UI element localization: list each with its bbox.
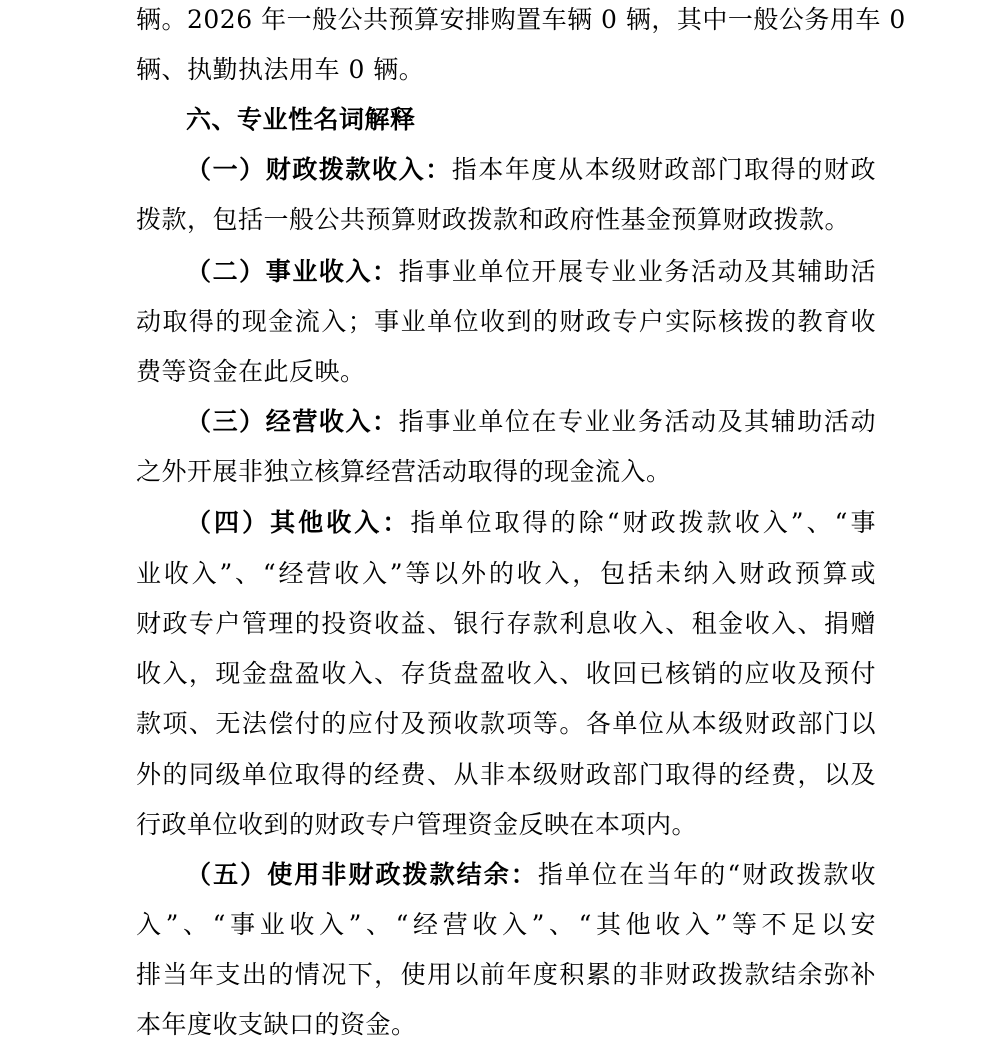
paragraph-line: 之外开展非独立核算经营活动取得的现金流入。	[136, 457, 672, 486]
definition-first-line	[186, 505, 876, 541]
paragraph-line: 财政专户管理的投资收益、银行存款利息收入、租金收入、捐赠	[136, 609, 876, 638]
definition-term: （一）财政拨款收入：	[186, 155, 452, 184]
definition-first-line	[186, 404, 876, 440]
definition-term: （三）经营收入：	[186, 407, 399, 436]
definition-term: （二）事业收入：	[186, 257, 399, 286]
definition-first-line	[186, 152, 876, 188]
paragraph-line: 辆、执勤执法用车 0 辆。	[136, 55, 425, 84]
definition-term: （五）使用非财政拨款结余：	[186, 860, 538, 889]
definition-text: 指单位在当年的“财政拨款收	[537, 860, 876, 889]
definition-text: 指单位取得的除“财政拨款收入”、“事	[410, 508, 876, 537]
paragraph-line: 外的同级单位取得的经费、从非本级财政部门取得的经费，以及	[136, 760, 876, 789]
definition-first-line	[186, 857, 876, 893]
paragraph-line: 费等资金在此反映。	[136, 357, 366, 386]
section-heading: 六、专业性名词解释	[186, 105, 416, 134]
paragraph-line: 本年度收支缺口的资金。	[136, 1010, 417, 1039]
paragraph-line: 收入，现金盘盈收入、存货盘盈收入、收回已核销的应收及预付	[136, 659, 876, 688]
definition-text: 指事业单位开展专业业务活动及其辅助活	[398, 257, 876, 286]
definition-first-line	[186, 254, 876, 290]
paragraph-line: 动取得的现金流入；事业单位收到的财政专户实际核拨的教育收	[136, 307, 876, 336]
paragraph-line: 辆。2026 年一般公共预算安排购置车辆 0 辆，其中一般公务用车 0	[136, 5, 906, 34]
definition-term: （四）其他收入：	[186, 508, 411, 537]
paragraph-line: 拨款，包括一般公共预算财政拨款和政府性基金预算财政拨款。	[136, 205, 851, 234]
paragraph-line: 业收入”、“经营收入”等以外的收入，包括未纳入财政预算或	[136, 559, 876, 588]
paragraph-line: 入”、“事业收入”、“经营收入”、“其他收入”等不足以安	[136, 910, 876, 939]
definition-text: 指事业单位在专业业务活动及其辅助活动	[398, 407, 876, 436]
definition-text: 指本年度从本级财政部门取得的财政	[451, 155, 876, 184]
paragraph-line: 款项、无法偿付的应付及预收款项等。各单位从本级财政部门以	[136, 709, 876, 738]
paragraph-line: 排当年支出的情况下，使用以前年度积累的非财政拨款结余弥补	[136, 960, 876, 989]
paragraph-line: 行政单位收到的财政专户管理资金反映在本项内。	[136, 810, 698, 839]
